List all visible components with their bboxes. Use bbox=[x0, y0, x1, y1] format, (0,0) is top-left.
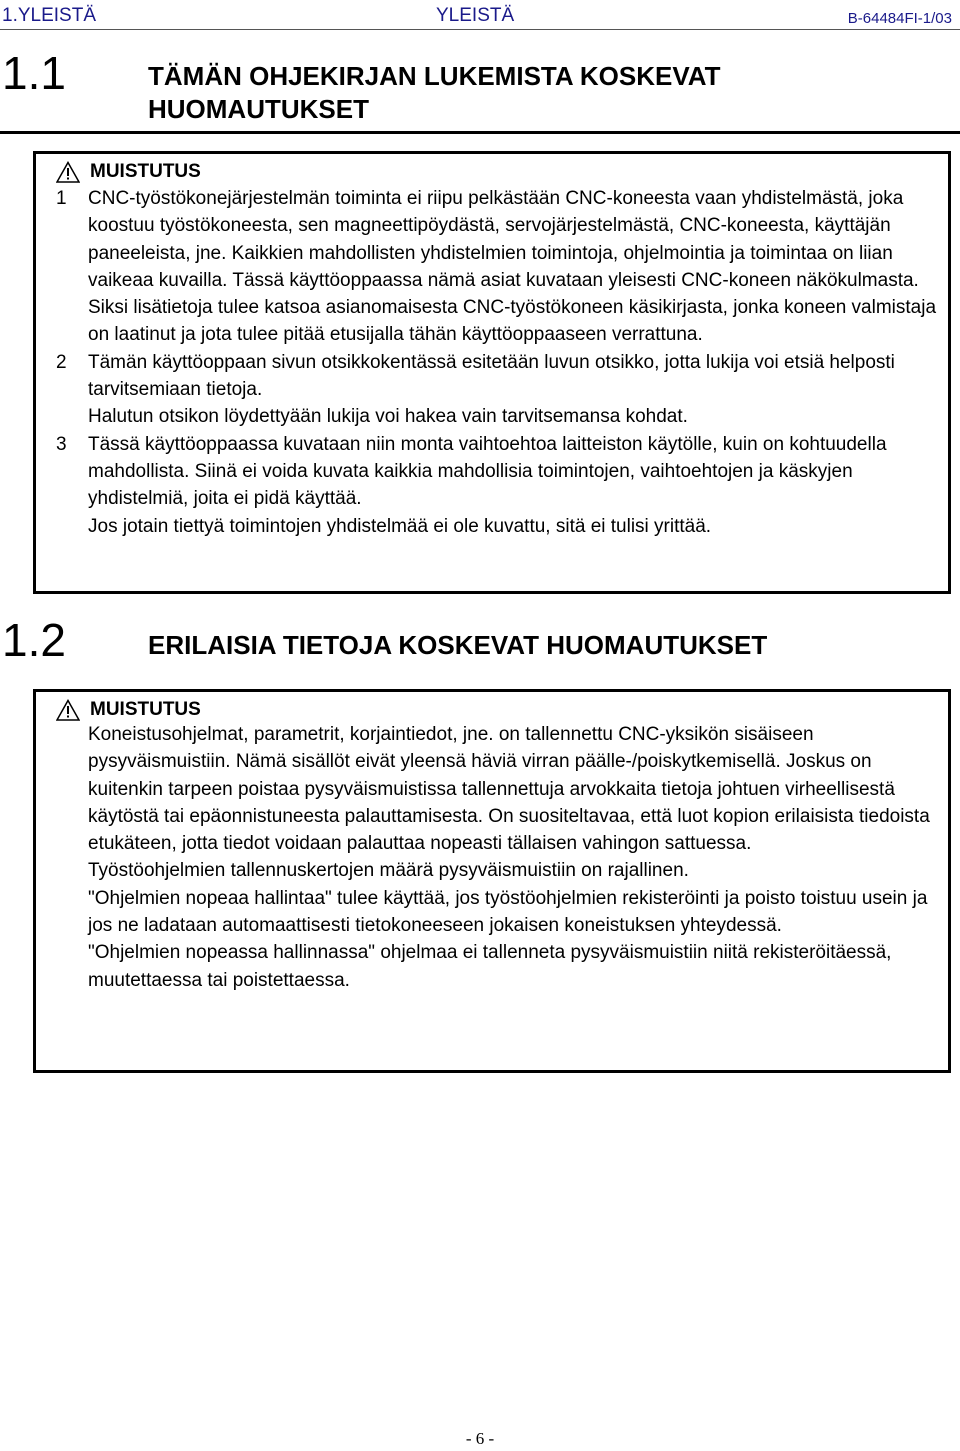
caution-body bbox=[36, 721, 944, 994]
section-number: 1.2 bbox=[2, 614, 66, 666]
list-item-text: CNC-työstökonejärjestelmän toiminta ei riipu pelkästään CNC-koneesta vaan yhdistelmästä, joka koostuu työstökoneesta, sen magneettipöydästä, servojärjestelmästä, CNC-koneesta, käyttäjän paneeleista, jne. Kaikkien mahdollisten yhdistelmien toimintoja, ohjelmointia ja toimintaa on liian vaikeaa kuvailla. Tässä käyttöoppaassa nämä asiat kuvataan yleisesti CNC-koneen näkökulmasta. Siksi lisätietoja tulee katsoa asianomaisesta CNC-työstökoneen käsikirjasta, jonka koneen valmistaja on laatinut ja jota tulee pitää etusijalla tähän käyttöoppaaseen verrattuna. bbox=[88, 188, 937, 346]
paragraph: Työstöohjelmien tallennuskertojen määrä pysyväismuistiin on rajallinen. bbox=[88, 860, 689, 882]
list-item-text: Tässä käyttöoppaassa kuvataan niin monta vaihtoehtoa laitteiston käytölle, kuin on kohtuudella mahdollista. Siinä ei voida kuvata kaikkia mahdollisia toimintojen, vaihtoehtojen ja käskyjen yhdistelmiä, joita ei pidä käyttää. bbox=[88, 433, 887, 510]
warning-triangle-icon bbox=[56, 699, 80, 721]
page-number: - 6 - bbox=[465, 1429, 495, 1448]
section-title-line: HUOMAUTUKSET bbox=[148, 94, 369, 124]
list-item-number: 2 bbox=[56, 351, 67, 373]
list-item bbox=[36, 185, 944, 349]
section-title bbox=[148, 60, 721, 126]
section-title: ERILAISIA TIETOJA KOSKEVAT HUOMAUTUKSET bbox=[148, 630, 768, 660]
list-item-number: 3 bbox=[56, 433, 67, 455]
list-item-number: 1 bbox=[56, 188, 67, 209]
caution-box bbox=[33, 151, 951, 594]
caution-header bbox=[56, 696, 201, 723]
list-item-text: Halutun otsikon löydettyään lukija voi hakea vain tarvitsemansa kohdat. bbox=[88, 406, 688, 428]
section-divider bbox=[0, 131, 960, 134]
paragraph: Koneistusohjelmat, parametrit, korjaintiedot, jne. on tallennettu CNC-yksikön sisäiseen pysyväismuistiin. Nämä sisällöt eivät yleensä häviä virran päälle-/poiskytkemisellä. Joskus on kuitenkin tarpeen poistaa pysyväismuistissa tallennettuja arvokkaita tietoja johtuen virheellisestä käytöstä tai epäonnistuneesta palauttamisesta. On suositeltavaa, että luot kopion erilaisista tiedoista etukäteen, jotta tiedot voidaan palauttaa nopeasti tällaisen vahingon sattuessa. bbox=[88, 724, 930, 855]
caution-label: MUISTUTUS bbox=[90, 161, 201, 182]
header-section: YLEISTÄ bbox=[436, 5, 515, 26]
section-number: 1.1 bbox=[2, 47, 66, 99]
list-item bbox=[36, 349, 944, 431]
header-doc-code: B-64484FI-1/03 bbox=[847, 10, 952, 27]
paragraph: "Ohjelmien nopeaa hallintaa" tulee käyttää, jos työstöohjelmien rekisteröinti ja poisto toistuu usein ja jos ne ladataan automaattisesti tietokoneeseen jokaisen koneistuksen yhteydessä. bbox=[88, 887, 928, 937]
header-chapter: 1.YLEISTÄ bbox=[2, 5, 96, 26]
paragraph: "Ohjelmien nopeassa hallinnassa" ohjelmaa ei tallenneta pysyväismuistiin niitä rekisteröitäessä, muutettaessa tai poistettaessa. bbox=[88, 942, 892, 991]
caution-body bbox=[36, 185, 944, 540]
paragraph-block bbox=[36, 721, 944, 994]
caution-box bbox=[33, 689, 951, 1073]
caution-header bbox=[56, 158, 201, 185]
warning-triangle-icon bbox=[56, 161, 80, 183]
caution-label: MUISTUTUS bbox=[90, 699, 201, 720]
list-item bbox=[36, 431, 944, 540]
section-title-line: TÄMÄN OHJEKIRJAN LUKEMISTA KOSKEVAT bbox=[148, 61, 721, 91]
header-divider bbox=[0, 29, 960, 30]
list-item-text: Jos jotain tiettyä toimintojen yhdistelmää ei ole kuvattu, sitä ei tulisi yrittää. bbox=[88, 515, 712, 537]
list-item-text: Tämän käyttöoppaan sivun otsikkokentässä esitetään luvun otsikko, jotta lukija voi etsiä helposti tarvitsemiaan tietoja. bbox=[88, 351, 895, 401]
